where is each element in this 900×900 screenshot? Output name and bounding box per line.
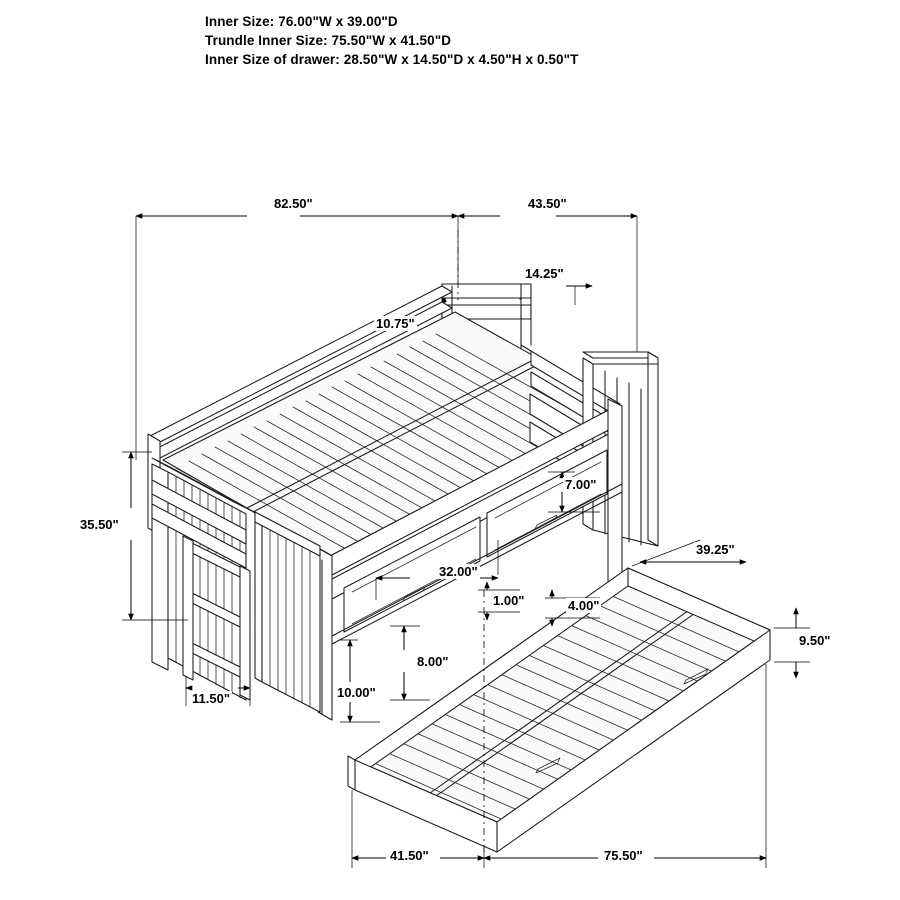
dimension-label-1-00: 1.00" [493, 593, 525, 608]
dimension-label-7-00: 7.00" [565, 477, 597, 492]
note-line-3: Inner Size of drawer: 28.50"W x 14.50"D x 4.50"H x 0.50"T [205, 52, 579, 67]
dimension-label-75-50: 75.50" [604, 848, 643, 863]
dimension-label-10-75: 10.75" [376, 316, 415, 331]
dimension-label-9-50: 9.50" [799, 633, 831, 648]
trundle-unit [348, 568, 770, 852]
dimension-label-10-00: 10.00" [337, 685, 376, 700]
dimension-label-32-00: 32.00" [439, 564, 478, 579]
note-line-2: Trundle Inner Size: 75.50"W x 41.50"D [205, 33, 452, 48]
dimension-label-39-25: 39.25" [696, 542, 735, 557]
dimension-label-8-00: 8.00" [417, 654, 449, 669]
dimension-label-35-50: 35.50" [80, 517, 119, 532]
dimension-label-82-50: 82.50" [274, 196, 313, 211]
note-line-1: Inner Size: 76.00"W x 39.00"D [205, 14, 398, 29]
dimension-label-14-25: 14.25" [525, 266, 564, 281]
dimension-label-4-00: 4.00" [568, 598, 600, 613]
dimension-label-41-50: 41.50" [390, 848, 429, 863]
dimension-label-11-50: 11.50" [192, 691, 230, 706]
dimension-label-43-50: 43.50" [528, 196, 567, 211]
